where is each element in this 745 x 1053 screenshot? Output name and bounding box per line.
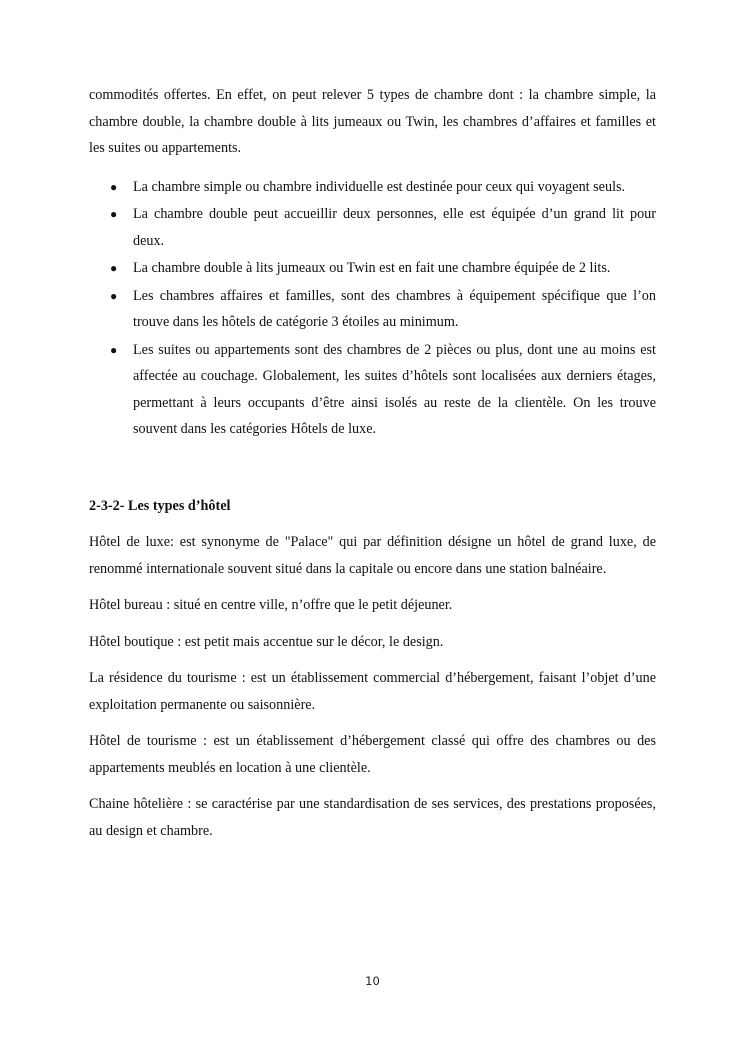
page-number: 10 (365, 974, 380, 988)
list-item-text: La chambre double à lits jumeaux ou Twin est en fait une chambre équipée de 2 lits. (133, 260, 611, 276)
list-item-text: La chambre simple ou chambre individuelle est destinée pour ceux qui voyagent seuls. (133, 178, 626, 195)
bullet-icon: ● (110, 342, 118, 357)
list-item-text: Les suites ou appartements sont des chambres de 2 pièces ou plus, dont une au moins est affectée au couchage. Globalement, les suites d’hôtels sont localisées aux derniers étages, permettant à leurs occupants d’être ainsi isolés au reste de la clientèle. On les trouve souvent dans les catégories Hôtels de luxe. (133, 341, 656, 437)
bullet-icon: ● (110, 288, 118, 303)
section-heading: 2-3-2- Les types d’hôtel (89, 497, 231, 514)
bullet-icon: ● (110, 207, 118, 221)
list-item (89, 283, 656, 336)
list-item-text: Les chambres affaires et familles, sont des chambres à équipement spécifique que l’on trouve dans les hôtels de catégorie 3 étoiles au minimum. (133, 287, 656, 330)
hotel-type-paragraph: Hôtel de tourisme : est un établissement d’hébergement classé qui offre des chambres ou des appartements meublés en location à une clientèle. (89, 733, 656, 776)
list-item (89, 174, 656, 201)
bullet-icon: ● (110, 179, 118, 194)
list-item (89, 337, 656, 443)
hotel-type-paragraph: Chaine hôtelière : se caractérise par une standardisation de ses services, des prestations proposées, au design et chambre. (89, 796, 656, 839)
hotel-type-paragraph: Hôtel bureau : situé en centre ville, n’offre que le petit déjeuner. (89, 597, 453, 613)
intro-paragraph: commodités offertes. En effet, on peut relever 5 types de chambre dont : la chambre simple, la chambre double, la chambre double à lits jumeaux ou Twin, les chambres d’affaires et familles et les suites ou appartements. (89, 87, 656, 156)
hotel-type-paragraph: Hôtel boutique : est petit mais accentue sur le décor, le design. (89, 633, 444, 650)
list-item (89, 201, 656, 254)
list-item-text: La chambre double peut accueillir deux personnes, elle est équipée d’un grand lit pour deux. (133, 206, 656, 249)
bullet-icon: ● (110, 261, 118, 275)
list-item (89, 255, 656, 282)
hotel-type-paragraph: Hôtel de luxe: est synonyme de "Palace" qui par définition désigne un hôtel de grand luxe, de renommé internationale souvent situé dans la capitale ou encore dans une station balnéaire. (89, 534, 656, 577)
room-types-list (89, 174, 656, 443)
page-content (89, 82, 656, 854)
hotel-type-paragraph: La résidence du tourisme : est un établissement commercial d’hébergement, faisant l’objet d’une exploitation permanente ou saisonnière. (89, 670, 656, 713)
